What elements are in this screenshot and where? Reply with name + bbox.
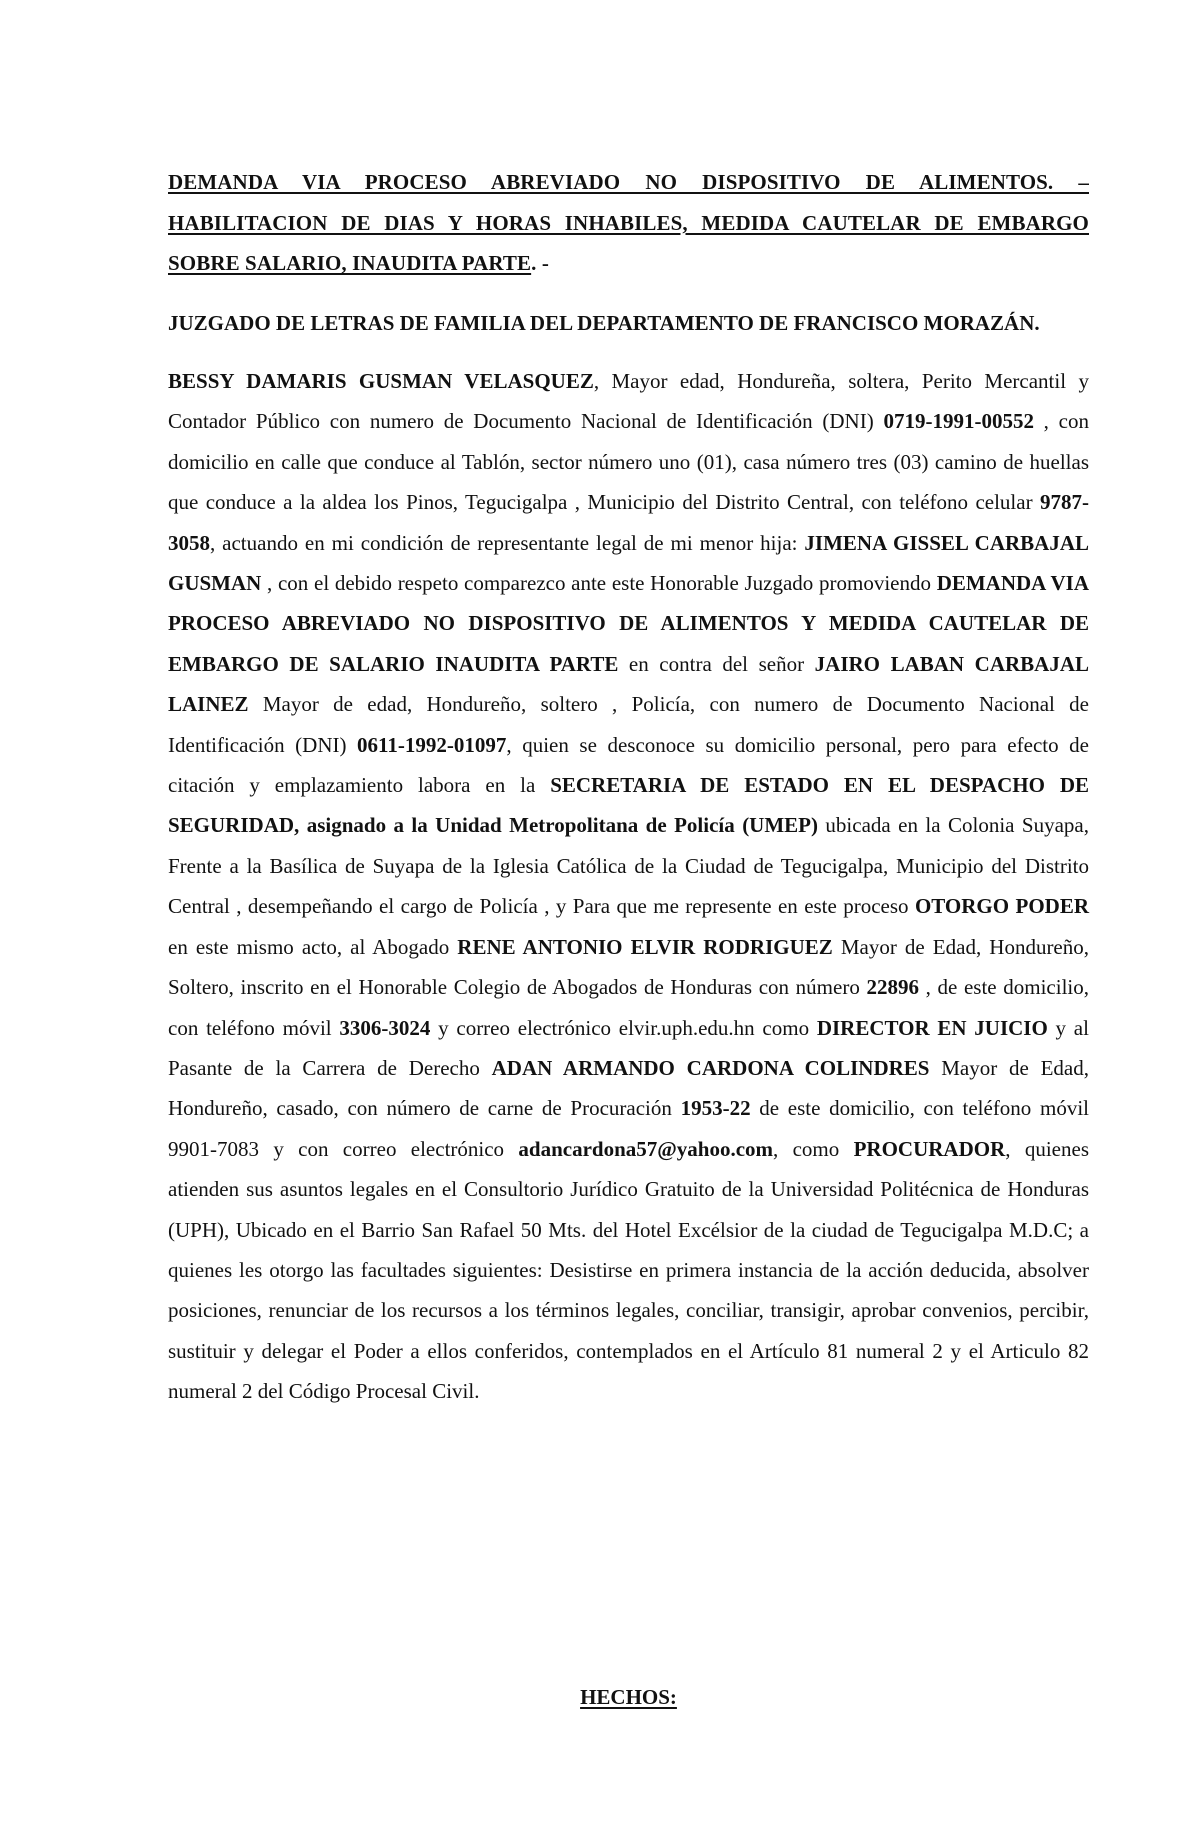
- intern-card-number: 1953-22: [680, 1096, 751, 1121]
- section-heading-hechos: HECHOS:: [580, 1685, 677, 1709]
- intern-name: ADAN ARMANDO CARDONA COLINDRES: [491, 1055, 930, 1080]
- defendant-name: JAIRO LABAN CARBAJAL LAINEZ: [168, 651, 1089, 717]
- intern-role: PROCURADOR: [853, 1136, 1006, 1161]
- lawyer-registration-number: 22896: [866, 975, 919, 1000]
- defendant-workplace: SECRETARIA DE ESTADO EN EL DESPACHO DE SEGURIDAD, asignado a la Unidad Metropolitana de Policía (UMEP): [168, 773, 1089, 838]
- document-title-underlined: DEMANDA VIA PROCESO ABREVIADO NO DISPOSITIVO DE ALIMENTOS. – HABILITACION DE DIAS Y HORAS INHABILES, MEDIDA CAUTELAR DE EMBARGO SOBRE SALARIO, INAUDITA PARTE: [168, 170, 1089, 275]
- body-text-segment: ubicada en la Colonia Suyapa, Frente a la Basílica de Suyapa de la Iglesia Católica de la Ciudad de Tegucigalpa, Municipio del Distrito Central , desempeñando el cargo de Policía , y Para que me represente en este proceso: [168, 813, 1089, 919]
- court-name: JUZGADO DE LETRAS DE FAMILIA DEL DEPARTAMENTO DE FRANCISCO MORAZÁN.: [168, 310, 1040, 335]
- plaintiff-name: BESSY DAMARIS GUSMAN VELASQUEZ: [168, 369, 594, 393]
- body-text-segment: en este mismo acto, al Abogado: [168, 934, 458, 959]
- body-text-segment: , como: [773, 1136, 854, 1161]
- document-title-tail: . -: [531, 251, 549, 275]
- document-title: [168, 162, 1089, 284]
- body-text-segment: , quien se desconoce su domicilio personal, pero para efecto de citación y emplazamiento labora en la: [168, 732, 1089, 798]
- body-text-segment: , Mayor edad, Hondureña, soltera, Perito Mercantil y Contador Público con numero de Documento Nacional de Identificación (DNI): [168, 369, 1089, 434]
- minor-name: JIMENA GISSEL CARBAJAL GUSMAN: [168, 530, 1089, 596]
- body-text-segment: , quienes atienden sus asuntos legales en el Consultorio Jurídico Gratuito de la Universidad Politécnica de Honduras (UPH), Ubicado en el Barrio San Rafael 50 Mts. del Hotel Excélsior de la ciudad de Tegucigalpa M.D.C; a quienes les otorgo las facultades siguientes: Desistirse en primera instancia de la acción deducida, absolver posiciones, renunciar de los recursos a los términos legales, conciliar, transigir, aprobar convenios, percibir, sustituir y delegar el Poder a ellos conferidos, contemplados en el Artículo 81 numeral 2 y el Articulo 82 numeral 2 del Código Procesal Civil.: [168, 1136, 1089, 1404]
- body-text-segment: , con el debido respeto comparezco ante este Honorable Juzgado promoviendo: [261, 571, 937, 596]
- body-text-segment: , con domicilio en calle que conduce al Tablón, sector número uno (01), casa número tres (03) camino de huellas que conduce a la aldea los Pinos, Tegucigalpa , Municipio del Distrito Central, con teléfono celular: [168, 409, 1089, 515]
- body-text-segment: , de este domicilio, con teléfono móvil: [168, 975, 1089, 1040]
- claim-type: DEMANDA VIA PROCESO ABREVIADO NO DISPOSITIVO DE ALIMENTOS Y MEDIDA CAUTELAR DE EMBARGO DE SALARIO INAUDITA PARTE: [168, 571, 1090, 676]
- lawyer-phone: 3306-3024: [339, 1015, 431, 1040]
- body-text-segment: Mayor de edad, Hondureño, soltero , Policía, con numero de Documento Nacional de Identificación (DNI): [168, 692, 1089, 757]
- body-text-segment: y al Pasante de la Carrera de Derecho: [168, 1015, 1089, 1080]
- body-text-segment: Mayor de Edad, Hondureño, Soltero, inscrito en el Honorable Colegio de Abogados de Honduras con número: [168, 934, 1090, 1000]
- body-paragraph: [168, 361, 1089, 1412]
- intern-email: adancardona57@yahoo.com: [518, 1136, 774, 1161]
- body-text-segment: , actuando en mi condición de representante legal de mi menor hija:: [210, 530, 805, 555]
- defendant-dni: 0611-1992-01097: [357, 732, 507, 757]
- document-content: [168, 162, 1090, 1709]
- body-text-segment: Mayor de Edad, Hondureño, casado, con número de carne de Procuración: [168, 1055, 1089, 1121]
- lawyer-name: RENE ANTONIO ELVIR RODRIGUEZ: [457, 934, 833, 959]
- body-text-segment: y correo electrónico elvir.uph.edu.hn como: [430, 1015, 817, 1040]
- body-text-segment: de este domicilio, con teléfono móvil 9901-7083 y con correo electrónico: [168, 1096, 1089, 1161]
- lawyer-role: DIRECTOR EN JUICIO: [816, 1015, 1048, 1040]
- power-granted: OTORGO PODER: [914, 894, 1090, 919]
- plaintiff-dni: 0719-1991-00552: [883, 409, 1034, 434]
- body-text-segment: en contra del señor: [618, 651, 815, 676]
- plaintiff-phone: 9787-3058: [168, 490, 1089, 555]
